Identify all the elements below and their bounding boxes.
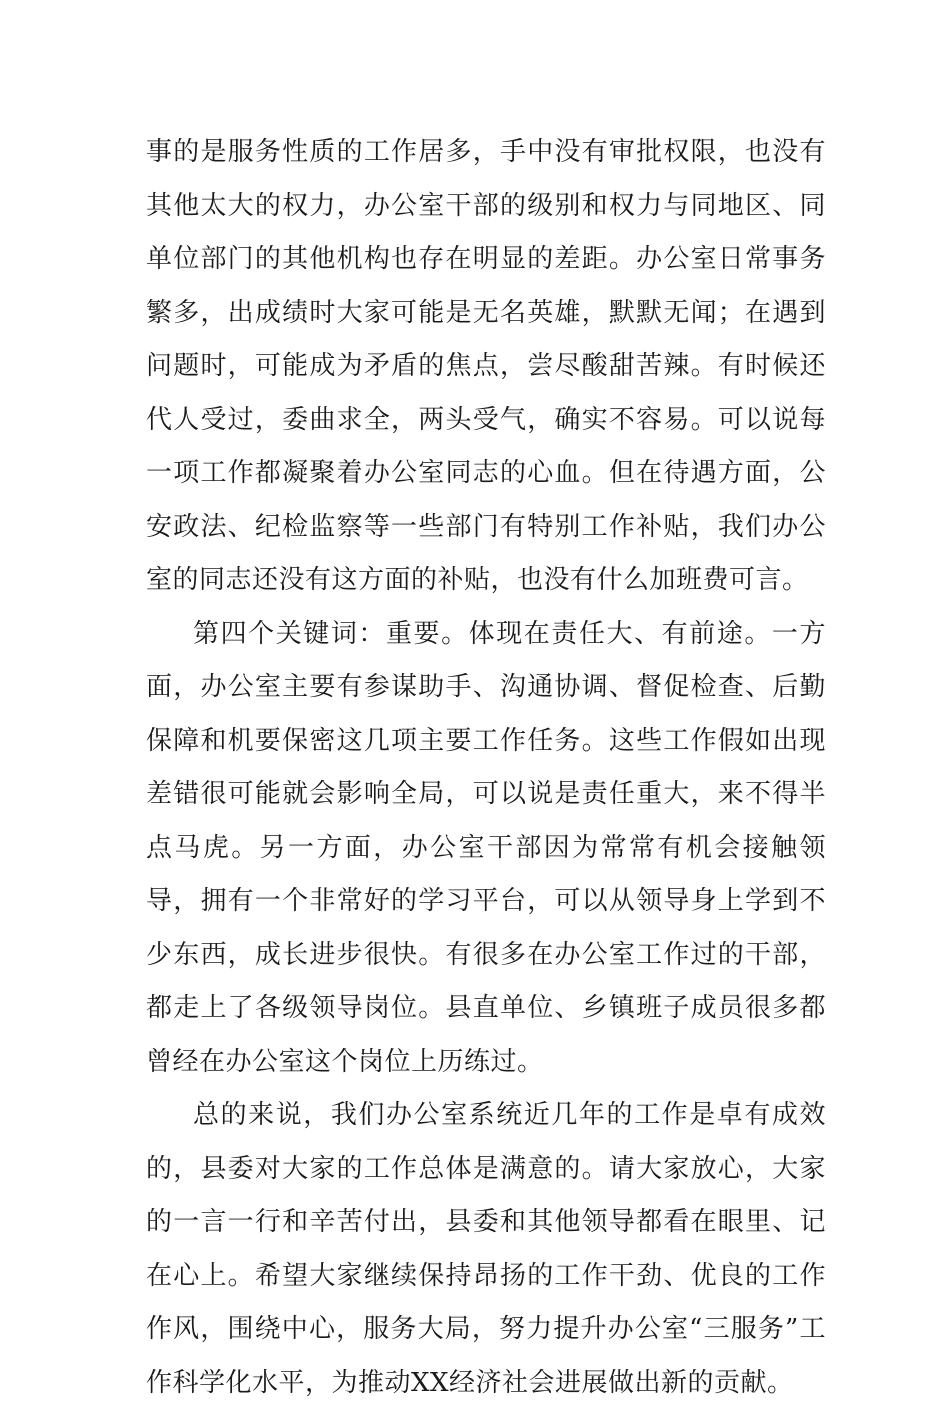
paragraph-fourth-keyword: 第四个关键词：重要。体现在责任大、有前途。一方面，办公室主要有参谋助手、沟通协调、督促检查、后勤保障和机要保密这几项主要工作任务。这些工作假如出现差错很可能就会影响全局，可以说是责任重大，来不得半点马虎。另一方面，办公室干部因为常常有机会接触领导，拥有一个非常好的学习平台，可以从领导身上学到不少东西，成长进步很快。有很多在办公室工作过的干部，都走上了各级领导岗位。县直单位、乡镇班子成员很多都曾经在办公室这个岗位上历练过。 <box>146 618 826 1077</box>
document-body <box>146 126 826 1410</box>
paragraph-conclusion: 总的来说，我们办公室系统近几年的工作是卓有成效的，县委对大家的工作总体是满意的。请大家放心，大家的一言一行和辛苦付出，县委和其他领导都看在眼里、记在心上。希望大家继续保持昂扬的工作干劲、优良的工作作风，围绕中心，服务大局，努力提升办公室“三服务”工作科学化水平，为推动XX经济社会进展做出新的贡献。 <box>146 1100 826 1398</box>
paragraph-continuation: 事的是服务性质的工作居多，手中没有审批权限，也没有其他太大的权力，办公室干部的级别和权力与同地区、同单位部门的其他机构也存在明显的差距。办公室日常事务繁多，出成绩时大家可能是无名英雄，默默无闻；在遇到问题时，可能成为矛盾的焦点，尝尽酸甜苦辣。有时候还代人受过，委曲求全，两头受气，确实不容易。可以说每一项工作都凝聚着办公室同志的心血。但在待遇方面，公安政法、纪检监察等一些部门有特别工作补贴，我们办公室的同志还没有这方面的补贴，也没有什么加班费可言。 <box>146 137 826 595</box>
